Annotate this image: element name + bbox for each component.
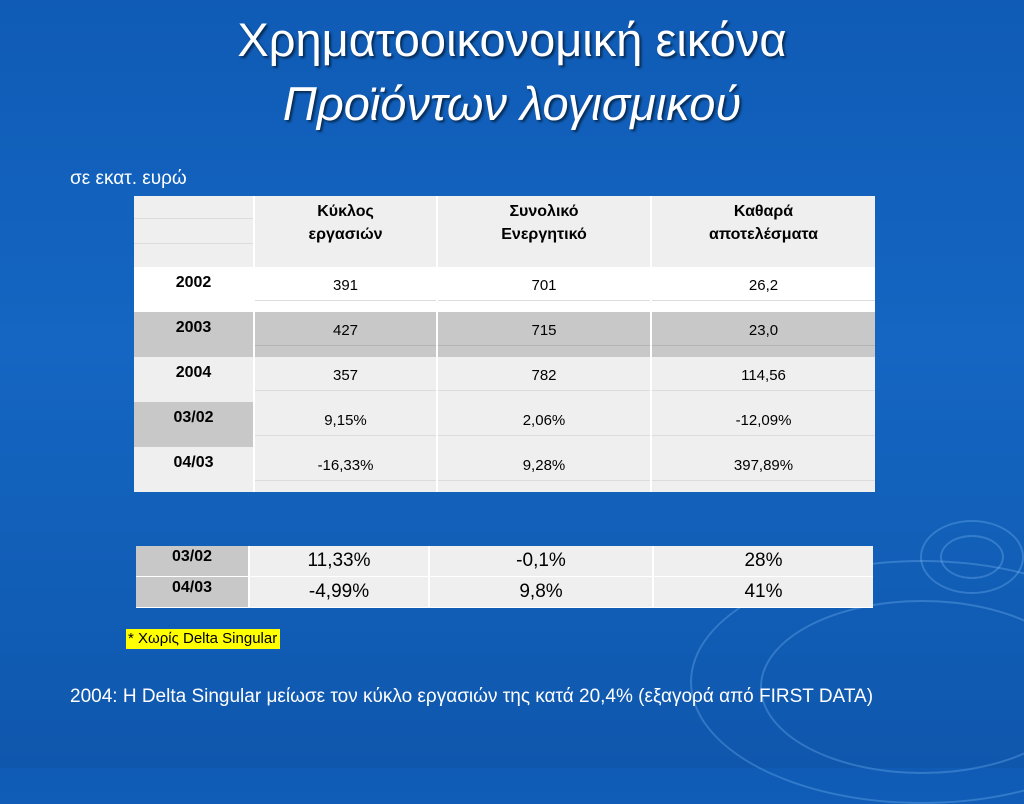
table-cell (438, 357, 652, 402)
table-row (134, 447, 875, 492)
cell-value: 427 (332, 322, 359, 339)
table-cell (652, 402, 875, 447)
cell-value: -4,99% (250, 577, 430, 608)
units-label: σε εκατ. ευρώ (70, 168, 187, 189)
header-total-assets: Συνολικό Ενεργητικό (501, 203, 587, 243)
financial-table (134, 196, 875, 492)
cell-value: -16,33% (317, 457, 374, 474)
row-label-cell (134, 447, 255, 492)
table-header-row (134, 196, 875, 267)
cell-value: 9,15% (324, 412, 367, 429)
cell-value: -12,09% (735, 412, 792, 429)
cell-value: 701 (531, 277, 557, 294)
ripple-decoration (920, 520, 1024, 594)
table-cell (438, 267, 652, 312)
header-cell (438, 196, 652, 267)
page-title (0, 8, 1024, 136)
table-cell (255, 447, 438, 492)
header-net-results: Καθαρά αποτελέσματα (709, 203, 818, 243)
row-label: 04/03 (136, 577, 250, 608)
table-row (134, 312, 875, 357)
footnote-highlight: * Χωρίς Delta Singular (126, 629, 280, 649)
row-label: 2003 (175, 319, 212, 336)
title-line-2: Προϊόντων λογισμικού (282, 77, 742, 130)
cell-value: 28% (654, 546, 873, 577)
row-label-cell (134, 312, 255, 357)
table-cell (652, 267, 875, 312)
header-corner-cell (134, 196, 255, 267)
table-row (136, 546, 873, 577)
cell-value: 23,0 (748, 322, 779, 339)
table-row (134, 357, 875, 402)
row-label-cell (134, 267, 255, 312)
row-label: 04/03 (173, 454, 214, 471)
table-row (134, 402, 875, 447)
row-label-cell (134, 357, 255, 402)
cell-value: 2,06% (522, 412, 566, 429)
ripple-decoration (940, 535, 1004, 579)
table-cell (652, 357, 875, 402)
cell-value: 9,28% (522, 457, 566, 474)
adjusted-growth-table (136, 546, 873, 608)
summary-text: 2004: Η Delta Singular μείωσε τον κύκλο εργασιών της κατά 20,4% (εξαγορά από FIRST DATA) (70, 686, 874, 707)
title-line-1: Χρηματοοικονομική εικόνα (237, 13, 787, 66)
cell-value: 11,33% (250, 546, 430, 577)
table-cell (255, 402, 438, 447)
row-label: 03/02 (136, 546, 250, 577)
row-label: 2002 (175, 274, 212, 291)
cell-value: 357 (332, 367, 359, 384)
table-cell (438, 402, 652, 447)
table-cell (652, 312, 875, 357)
table-cell (255, 267, 438, 312)
table-cell (255, 312, 438, 357)
row-label: 2004 (175, 364, 212, 381)
cell-value: 715 (531, 322, 557, 339)
row-label: 03/02 (173, 409, 214, 426)
table-cell (438, 447, 652, 492)
cell-value: 9,8% (430, 577, 654, 608)
header-revenue: Κύκλος εργασιών (308, 203, 383, 243)
table-cell (438, 312, 652, 357)
table-row (136, 577, 873, 608)
table-cell (652, 447, 875, 492)
table-row (134, 267, 875, 312)
cell-value: 782 (531, 367, 557, 384)
row-label-cell (134, 402, 255, 447)
header-cell (652, 196, 875, 267)
table-cell (255, 357, 438, 402)
cell-value: 397,89% (733, 457, 794, 474)
cell-value: 391 (332, 277, 359, 294)
cell-value: 114,56 (741, 367, 786, 384)
cell-value: 26,2 (748, 277, 779, 294)
cell-value: -0,1% (430, 546, 654, 577)
cell-value: 41% (654, 577, 873, 608)
header-cell (255, 196, 438, 267)
